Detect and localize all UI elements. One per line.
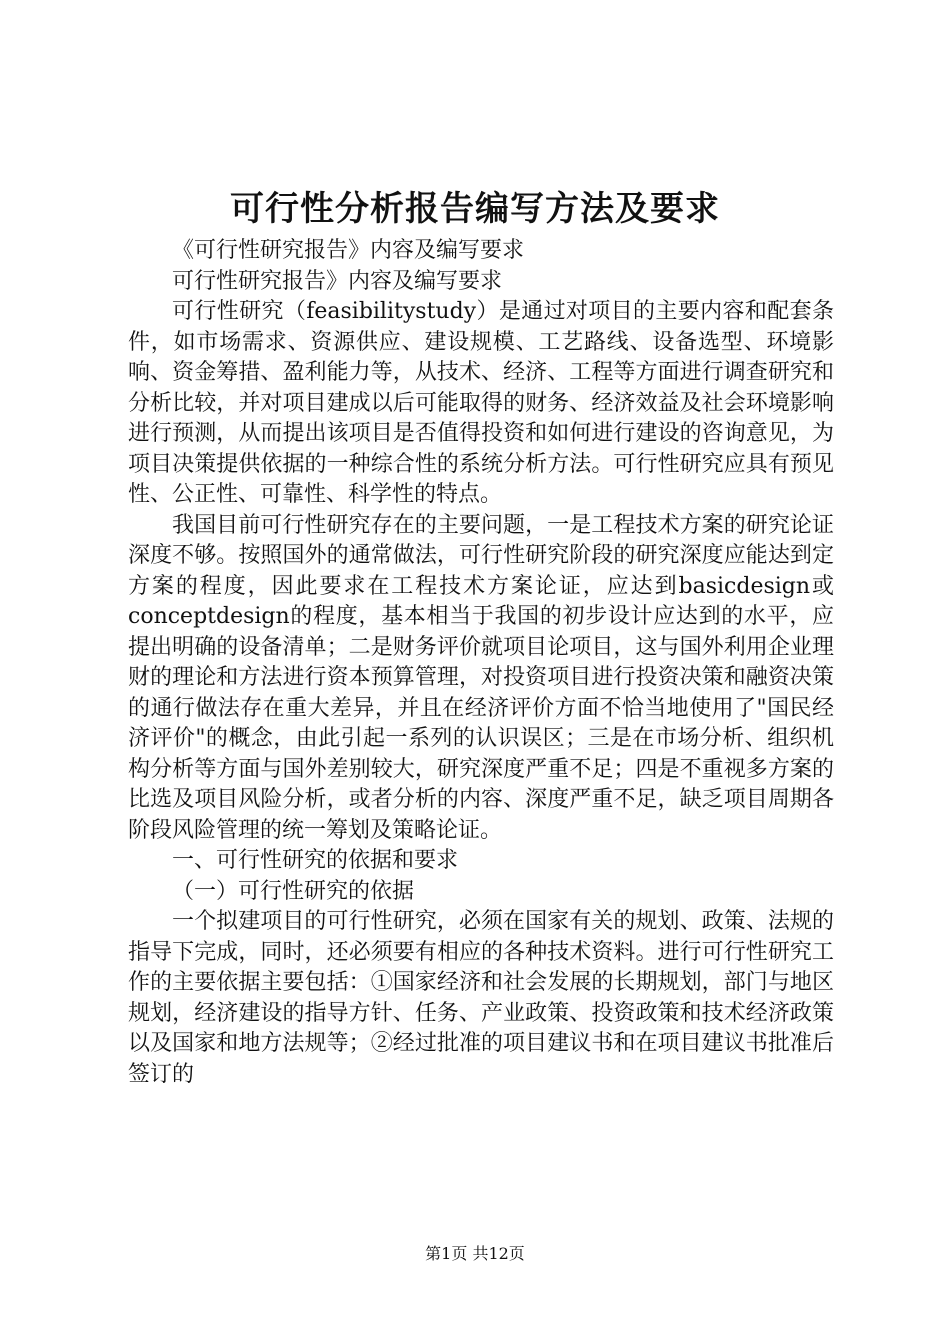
page-number-footer: 第1页 共12页 xyxy=(425,1244,525,1263)
section-heading: 一、可行性研究的依据和要求 xyxy=(172,848,459,873)
document-body xyxy=(128,236,834,1090)
subsection-heading: （一）可行性研究的依据 xyxy=(172,878,415,904)
document-title: 可行性分析报告编写方法及要求 xyxy=(230,189,720,229)
paragraph-intro: 可行性研究（feasibilitystudy）是通过对项目的主要内容和配套条件，如市场需求、资源供应、建设规模、工艺路线、设备选型、环境影响、资金筹措、盈利能力等，从技术、经济、工程等方面进行调查研究和分析比较，并对项目建成以后可能取得的财务、经济效益及社会环境影响进行预测，从而提出该项目是否值得投资和如何进行建设的咨询意见，为项目决策提供依据的一种综合性的系统分析方法。可行性研究应具有预见性、公正性、可靠性、科学性的特点。 xyxy=(128,299,834,507)
paragraph-problems: 我国目前可行性研究存在的主要问题，一是工程技术方案的研究论证深度不够。按照国外的通常做法，可行性研究阶段的研究深度应能达到定方案的程度，因此要求在工程技术方案论证，应达到basicdesign或conceptdesign的程度，基本相当于我国的初步设计应达到的水平，应提出明确的设备清单；二是财务评价就项目论项目，这与国外利用企业理财的理论和方法进行资本预算管理，对投资项目进行投资决策和融资决策的通行做法存在重大差异，并且在经济评价方面不恰当地使用了"国民经济评价"的概念，由此引起一系列的认识误区；三是在市场分析、组织机构分析等方面与国外差别较大，研究深度严重不足；四是不重视多方案的比选及项目风险分析，或者分析的内容、深度严重不足，缺乏项目周期各阶段风险管理的统一筹划及策略论证。 xyxy=(128,512,834,843)
paragraph-heading-1: 《可行性研究报告》内容及编写要求 xyxy=(172,238,525,263)
paragraph-heading-2: 可行性研究报告》内容及编写要求 xyxy=(172,268,503,294)
paragraph-basis: 一个拟建项目的可行性研究，必须在国家有关的规划、政策、法规的指导下完成，同时，还必须要有相应的各种技术资料。进行可行性研究工作的主要依据主要包括：①国家经济和社会发展的长期规划，部门与地区规划，经济建设的指导方针、任务、产业政策、投资政策和技术经济政策以及国家和地方法规等；②经过批准的项目建议书和在项目建议书批准后签订的 xyxy=(128,909,834,1087)
